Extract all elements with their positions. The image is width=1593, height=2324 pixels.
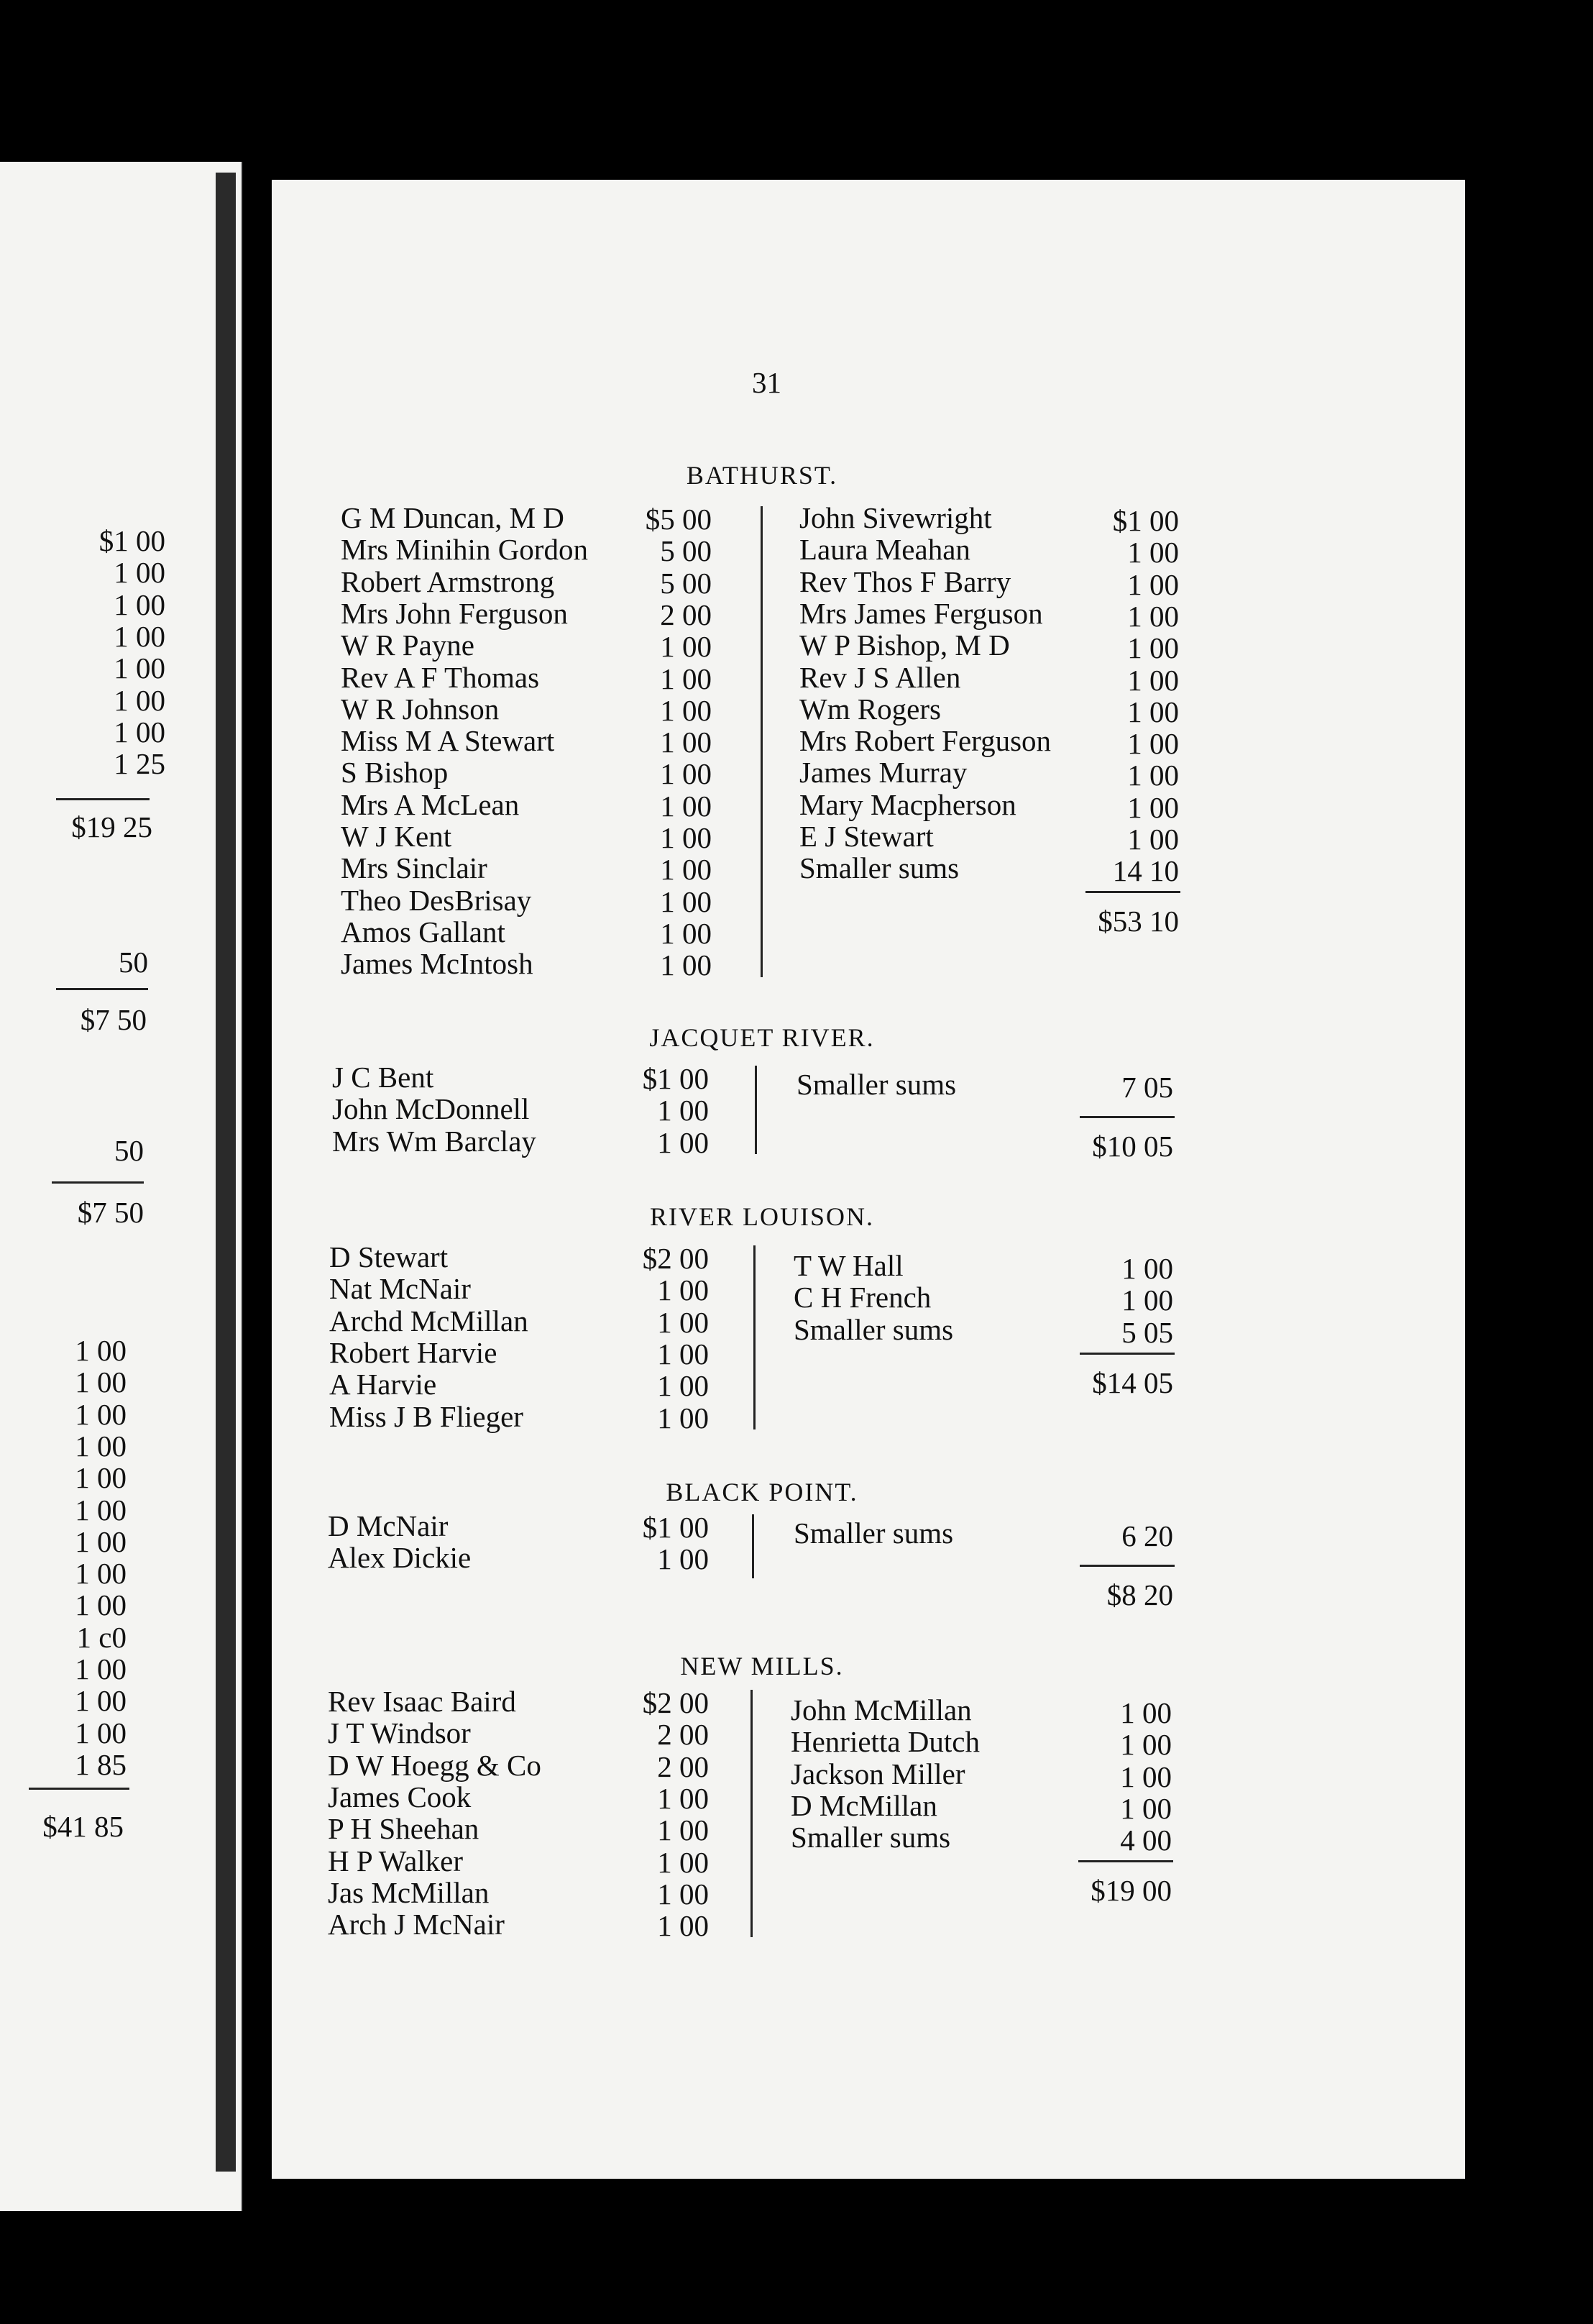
donor-name: J C Bent xyxy=(332,1061,434,1094)
donor-amount: 1 00 xyxy=(660,916,712,950)
donor-amount: 1 00 xyxy=(657,1813,709,1847)
donor-name: John McDonnell xyxy=(332,1092,530,1126)
donor-amount: 6 20 xyxy=(1121,1519,1173,1552)
donor-name: H P Walker xyxy=(328,1844,464,1877)
donor-amount: 1 00 xyxy=(660,853,712,887)
section-total: $19 00 xyxy=(1091,1874,1172,1908)
donor-name: W R Payne xyxy=(341,628,475,662)
facing-amount: 1 00 xyxy=(114,619,165,653)
facing-amount: 1 00 xyxy=(114,651,165,685)
facing-amount: $1 00 xyxy=(98,524,165,557)
donor-name: Nat McNair xyxy=(329,1272,471,1306)
facing-rule xyxy=(56,988,148,990)
donor-name: James Cook xyxy=(328,1780,472,1813)
facing-amount: 1 00 xyxy=(75,1397,127,1431)
donor-amount: 1 00 xyxy=(1120,1728,1172,1762)
facing-amount: 1 00 xyxy=(114,683,165,717)
total-rule xyxy=(1085,891,1180,893)
facing-amount: 1 00 xyxy=(75,1524,127,1558)
donor-amount: 1 00 xyxy=(1127,727,1179,761)
donor-amount: 1 00 xyxy=(1127,631,1179,665)
total-rule xyxy=(1080,1353,1175,1355)
facing-amount: 1 85 xyxy=(75,1747,127,1781)
facing-rule xyxy=(56,798,150,800)
facing-amount: 1 c0 xyxy=(76,1620,127,1654)
facing-total: $7 50 xyxy=(80,1003,147,1036)
donor-name: Mrs James Ferguson xyxy=(799,596,1043,630)
donor-amount: 1 00 xyxy=(657,1369,709,1403)
donor-amount: 1 00 xyxy=(657,1401,709,1435)
facing-page xyxy=(0,162,242,2211)
donor-name: W R Johnson xyxy=(341,692,500,726)
facing-amount: 50 xyxy=(119,946,148,979)
donor-name: Mrs John Ferguson xyxy=(341,596,568,630)
donor-name: Wm Rogers xyxy=(799,692,941,726)
donor-amount: 1 00 xyxy=(1127,823,1179,856)
donor-name: Arch J McNair xyxy=(328,1908,505,1941)
donor-amount: 4 00 xyxy=(1120,1824,1172,1857)
donor-name: D W Hoegg & Co xyxy=(328,1748,541,1782)
donor-amount: 1 00 xyxy=(657,1542,709,1576)
donor-name: C H French xyxy=(794,1281,932,1314)
donor-amount: 1 00 xyxy=(1127,759,1179,792)
donor-amount: 1 00 xyxy=(657,1845,709,1879)
column-divider xyxy=(752,1514,754,1578)
donor-amount: 1 00 xyxy=(1120,1791,1172,1825)
donor-amount: 5 00 xyxy=(660,534,712,568)
donor-name: Mrs Minihin Gordon xyxy=(341,533,588,567)
donor-amount: 1 00 xyxy=(657,1337,709,1371)
donor-amount: 1 00 xyxy=(657,1781,709,1815)
donor-name: Smaller sums xyxy=(796,1068,957,1101)
facing-amount: 1 00 xyxy=(114,556,165,590)
total-rule xyxy=(1078,1860,1173,1862)
donor-amount: 1 00 xyxy=(660,693,712,727)
donor-amount: 1 00 xyxy=(1127,663,1179,697)
donor-name: Jackson Miller xyxy=(791,1757,965,1790)
donor-amount: 1 00 xyxy=(660,789,712,823)
donor-name: Rev J S Allen xyxy=(799,660,961,694)
donor-amount: 1 00 xyxy=(657,1909,709,1943)
donor-amount: 7 05 xyxy=(1121,1071,1173,1104)
donor-name: Archd McMillan xyxy=(329,1304,528,1337)
donor-amount: 1 00 xyxy=(657,1125,709,1159)
donor-name: Amos Gallant xyxy=(341,915,505,948)
total-rule xyxy=(1080,1116,1175,1118)
donor-name: Mrs Robert Ferguson xyxy=(799,724,1052,758)
section-heading: RIVER LOUISON. xyxy=(650,1202,874,1231)
donor-name: S Bishop xyxy=(341,756,449,790)
donor-amount: 1 00 xyxy=(1120,1760,1172,1793)
donor-name: J T Windsor xyxy=(328,1716,471,1750)
column-divider xyxy=(761,506,763,977)
donor-amount: 1 00 xyxy=(1127,567,1179,601)
facing-amount: 1 00 xyxy=(114,587,165,621)
donor-amount: 1 00 xyxy=(1121,1284,1173,1317)
donor-amount: 1 00 xyxy=(657,1877,709,1911)
donor-amount: 1 00 xyxy=(1127,599,1179,633)
facing-amount: 1 00 xyxy=(75,1684,127,1718)
donor-name: Miss J B Flieger xyxy=(329,1399,523,1433)
donor-amount: 5 00 xyxy=(660,566,712,600)
donor-name: Smaller sums xyxy=(791,1821,951,1854)
donor-name: D McMillan xyxy=(791,1788,937,1822)
donor-name: E J Stewart xyxy=(799,820,934,853)
donor-name: Laura Meahan xyxy=(799,533,970,567)
section-total: $10 05 xyxy=(1092,1130,1173,1163)
facing-amount: 1 00 xyxy=(75,1334,127,1367)
facing-amount: 1 00 xyxy=(114,715,165,749)
donor-amount: $1 00 xyxy=(642,1062,709,1095)
donor-amount: 1 00 xyxy=(1120,1696,1172,1729)
donor-amount: $1 00 xyxy=(1112,504,1179,537)
donor-amount: $1 00 xyxy=(642,1511,709,1544)
donor-name: Alex Dickie xyxy=(328,1541,472,1575)
donor-amount: $2 00 xyxy=(642,1242,709,1275)
donor-amount: 1 00 xyxy=(660,948,712,982)
donor-name: Smaller sums xyxy=(794,1312,954,1346)
donor-name: Smaller sums xyxy=(794,1516,954,1550)
donor-amount: 1 00 xyxy=(1127,536,1179,569)
facing-total: $7 50 xyxy=(77,1196,144,1229)
donor-name: P H Sheehan xyxy=(328,1812,479,1846)
donor-name: Jas McMillan xyxy=(328,1875,490,1909)
donor-name: James McIntosh xyxy=(341,947,533,981)
facing-rule xyxy=(29,1788,129,1790)
donor-name: D McNair xyxy=(328,1509,449,1542)
donor-name: Rev Isaac Baird xyxy=(328,1685,516,1718)
donor-amount: $5 00 xyxy=(645,503,712,536)
donor-name: Mrs Wm Barclay xyxy=(332,1124,536,1158)
donor-amount: 1 00 xyxy=(1121,1252,1173,1285)
donor-amount: 5 05 xyxy=(1121,1315,1173,1349)
section-total: $8 20 xyxy=(1106,1578,1173,1611)
donor-amount: 1 00 xyxy=(657,1094,709,1127)
facing-amount: 1 00 xyxy=(75,1716,127,1749)
donor-name: Mrs Sinclair xyxy=(341,851,487,885)
donor-amount: 1 00 xyxy=(660,884,712,918)
donor-name: A Harvie xyxy=(329,1368,437,1401)
section-total: $53 10 xyxy=(1098,905,1179,938)
facing-total: $19 25 xyxy=(71,810,152,843)
section-heading: JACQUET RIVER. xyxy=(649,1023,875,1052)
donor-name: Theo DesBrisay xyxy=(341,883,532,917)
facing-amount: 1 00 xyxy=(75,1461,127,1495)
section-heading: BATHURST. xyxy=(686,461,838,490)
facing-amount: 1 00 xyxy=(75,1652,127,1685)
donor-name: Miss M A Stewart xyxy=(341,724,555,758)
facing-amount: 50 xyxy=(114,1134,144,1167)
donor-amount: 2 00 xyxy=(657,1749,709,1783)
donor-amount: 1 00 xyxy=(660,662,712,695)
donor-name: Robert Harvie xyxy=(329,1335,497,1369)
donor-name: Smaller sums xyxy=(799,851,960,885)
donor-name: James Murray xyxy=(799,756,968,790)
section-total: $14 05 xyxy=(1092,1365,1173,1399)
donor-amount: 1 00 xyxy=(660,630,712,664)
donor-name: John Sivewright xyxy=(799,501,992,534)
column-divider xyxy=(750,1690,753,1937)
donor-name: Robert Armstrong xyxy=(341,564,555,598)
donor-amount: 1 00 xyxy=(660,726,712,759)
facing-amount: 1 00 xyxy=(75,1588,127,1622)
facing-rule xyxy=(52,1181,144,1184)
donor-name: Rev Thos F Barry xyxy=(799,564,1011,598)
section-heading: BLACK POINT. xyxy=(666,1478,858,1506)
section-heading: NEW MILLS. xyxy=(680,1652,844,1680)
donor-amount: 14 10 xyxy=(1112,854,1179,888)
donor-amount: 1 00 xyxy=(660,821,712,854)
column-divider xyxy=(753,1245,756,1429)
column-divider xyxy=(755,1066,757,1154)
donor-name: Mrs A McLean xyxy=(341,787,520,821)
facing-amount: 1 00 xyxy=(75,1429,127,1463)
donor-name: W J Kent xyxy=(341,820,452,853)
donor-name: Mary Macpherson xyxy=(799,787,1016,821)
donor-amount: 1 00 xyxy=(1127,695,1179,728)
donor-name: John McMillan xyxy=(791,1693,972,1726)
book-spine xyxy=(216,173,236,2172)
donor-amount: 1 00 xyxy=(657,1305,709,1339)
donor-amount: 1 00 xyxy=(657,1273,709,1307)
donor-name: Henrietta Dutch xyxy=(791,1725,980,1759)
facing-total: $41 85 xyxy=(42,1810,124,1843)
facing-amount: 1 00 xyxy=(75,1493,127,1527)
donor-amount: 2 00 xyxy=(657,1718,709,1752)
donor-name: T W Hall xyxy=(794,1249,904,1282)
donor-name: W P Bishop, M D xyxy=(799,628,1010,662)
page-number: 31 xyxy=(752,366,781,399)
donor-amount: 2 00 xyxy=(660,598,712,631)
facing-amount: 1 00 xyxy=(75,1365,127,1399)
donor-name: Rev A F Thomas xyxy=(341,660,540,694)
donor-name: D Stewart xyxy=(329,1240,449,1273)
donor-amount: $2 00 xyxy=(642,1686,709,1719)
facing-amount: 1 25 xyxy=(114,747,165,781)
donor-amount: 1 00 xyxy=(1127,790,1179,824)
total-rule xyxy=(1080,1565,1175,1567)
donor-name: G M Duncan, M D xyxy=(341,501,564,534)
donor-amount: 1 00 xyxy=(660,757,712,791)
facing-amount: 1 00 xyxy=(75,1557,127,1591)
